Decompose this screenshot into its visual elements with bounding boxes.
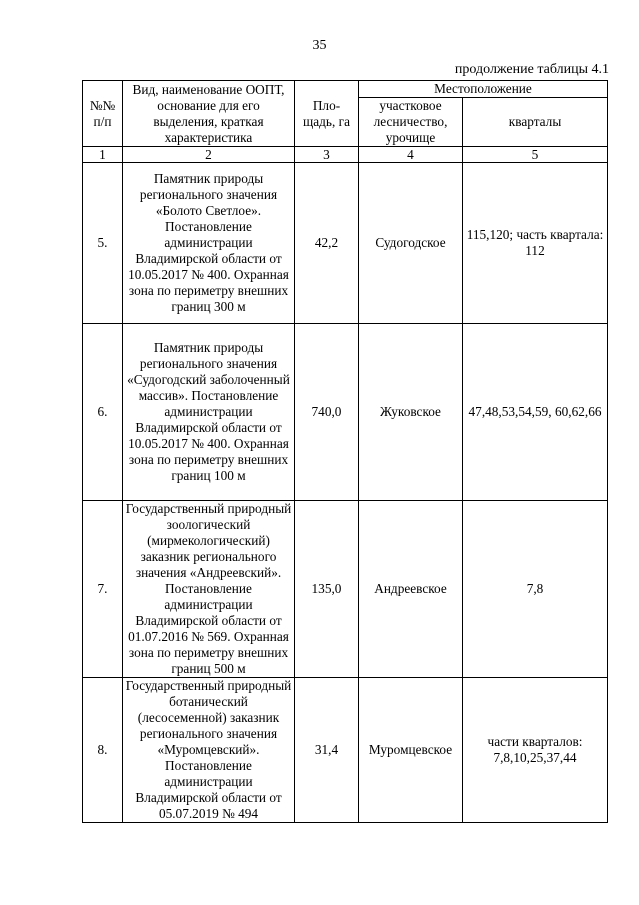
column-index: 4 bbox=[359, 147, 463, 163]
header-num: №№ п/п bbox=[83, 81, 123, 147]
header-name: Вид, наименование ООПТ, основание для его выделения, краткая характеристика bbox=[123, 81, 295, 147]
row-quarters: 115,120; часть квартала: 112 bbox=[463, 163, 608, 324]
row-area: 42,2 bbox=[295, 163, 359, 324]
oopt-table bbox=[82, 80, 608, 823]
row-forestry: Судогодское bbox=[359, 163, 463, 324]
header-forestry: участковое лесничество, урочище bbox=[359, 98, 463, 147]
row-quarters: 47,48,53,54,59, 60,62,66 bbox=[463, 324, 608, 501]
row-number: 6. bbox=[83, 324, 123, 501]
table-row bbox=[83, 678, 608, 823]
row-quarters: 7,8 bbox=[463, 501, 608, 678]
table-row bbox=[83, 501, 608, 678]
header-area: Пло-щадь, га bbox=[295, 81, 359, 147]
header-location: Местоположение bbox=[359, 81, 608, 98]
row-description: Государственный природный ботанический (лесосеменной) заказник регионального значения «Муромцевский». Постановление администрации Владимирской области от 05.07.2019 № 494 bbox=[123, 678, 295, 823]
row-forestry: Андреевское bbox=[359, 501, 463, 678]
row-forestry: Муромцевское bbox=[359, 678, 463, 823]
row-quarters: части кварталов: 7,8,10,25,37,44 bbox=[463, 678, 608, 823]
column-index: 2 bbox=[123, 147, 295, 163]
row-number: 8. bbox=[83, 678, 123, 823]
header-quarters: кварталы bbox=[463, 98, 608, 147]
row-number: 5. bbox=[83, 163, 123, 324]
table-continuation-label: продолжение таблицы 4.1 bbox=[454, 62, 609, 77]
row-description: Памятник природы регионального значения «Болото Светлое». Постановление администрации Владимирской области от 10.05.2017 № 400. Охранная зона по периметру внешних границ 300 м bbox=[123, 163, 295, 324]
table-row bbox=[83, 324, 608, 501]
column-index: 3 bbox=[295, 147, 359, 163]
row-number: 7. bbox=[83, 501, 123, 678]
column-index: 1 bbox=[83, 147, 123, 163]
column-index: 5 bbox=[463, 147, 608, 163]
table-row bbox=[83, 163, 608, 324]
row-description: Государственный природный зоологический (мирмекологический) заказник регионального значения «Андреевский». Постановление администрации Владимирской области от 01.07.2016 № 569. Охранная зона по периметру внешних границ 500 м bbox=[123, 501, 295, 678]
row-area: 31,4 bbox=[295, 678, 359, 823]
row-description: Памятник природы регионального значения «Судогодский заболоченный массив». Постановление администрации Владимирской области от 10.05.2017 № 400. Охранная зона по периметру внешних границ 100 м bbox=[123, 324, 295, 501]
page-number: 35 bbox=[312, 38, 327, 53]
row-area: 740,0 bbox=[295, 324, 359, 501]
row-forestry: Жуковское bbox=[359, 324, 463, 501]
row-area: 135,0 bbox=[295, 501, 359, 678]
